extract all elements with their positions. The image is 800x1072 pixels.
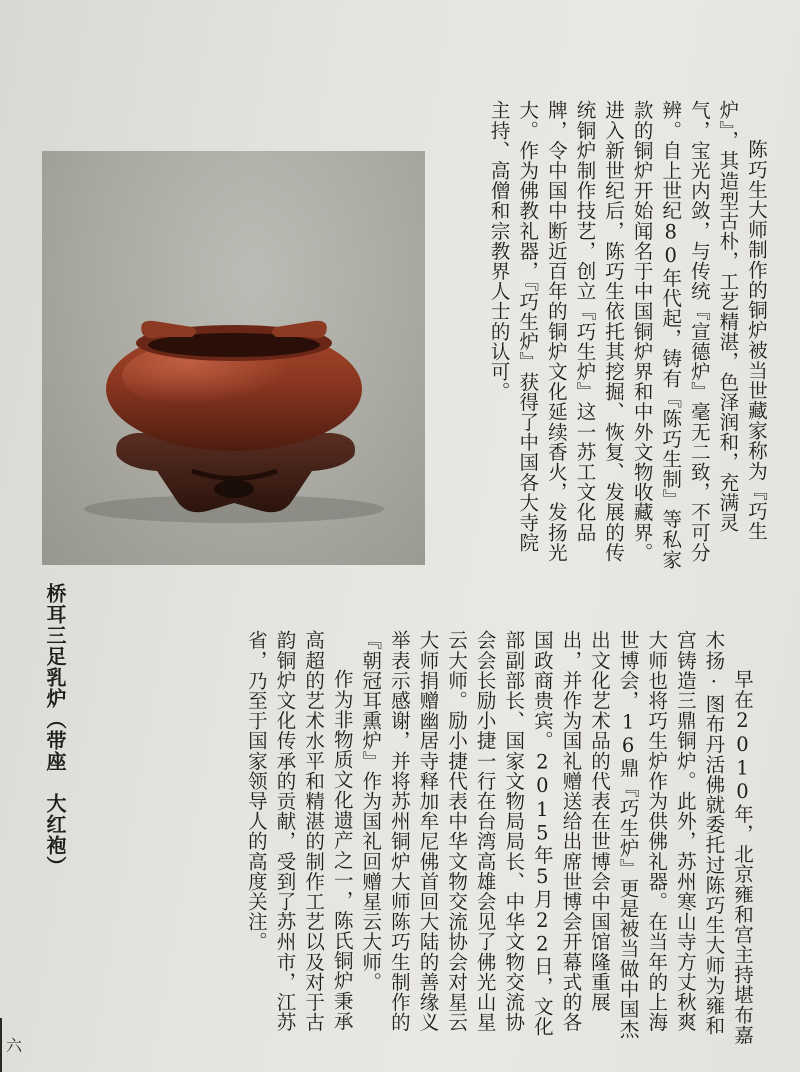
paragraph-3: 作为非物质文化遗产之一，陈氏铜炉秉承高超的艺术水平和精湛的制作工艺以及对于古韵铜炉文化传承的贡献，受到了苏州市，江苏省，乃至于国家领导人的高度关注。 — [244, 630, 354, 1032]
article-body-lower — [96, 630, 756, 1050]
censer-photo — [42, 151, 425, 565]
page-number: 六 — [0, 1018, 24, 1072]
paragraph-2: 早在2010年，北京雍和宫主持堪布嘉木扬·图布丹活佛就委托过陈巧生大师为雍和宫铸造三鼎铜炉。此外，苏州寒山寺方丈秋爽大师也将巧生炉作为供佛礼器。在当年的上海世博会，16鼎『巧生炉』更是被当做中国杰出文化艺术品的代表在世博会中国馆隆重展出，并作为国礼赠送给出席世博会开幕式的各国政商贵宾。2015年5月22日，文化部副部长、国家文物局局长、中华文物交流协会会长励小捷一行在台湾高雄会见了佛光山星云大师。励小捷代表中华文物交流协会对星云大师捐赠幽居寺释加牟尼佛首回大陆的善缘义举表示感谢，并将苏州铜炉大师陈巧生制作的『朝冠耳熏炉』作为国礼回赠星云大师。 — [359, 630, 754, 1045]
photo-caption: 桥耳三足乳炉（带座 大红袍） — [43, 583, 67, 877]
paragraph-1: 陈巧生大师制作的铜炉被当世藏家称为『巧生炉』，其造型古朴，工艺精湛，色泽润和，充满灵气，宝光内敛，与传统『宣德炉』毫无二致，不可分辨。自上世纪80年代起，铸有『陈巧生制』等私家款的铜炉开始闻名于中国铜炉界和中外文物收藏界。进入新世纪后，陈巧生依托其挖掘、恢复、发展的传统铜炉制作技艺，创立『巧生炉』这一苏工文化品牌，令中国中断近百年的铜炉文化延续香火，发扬光大。作为佛教礼器，『巧生炉』获得了中国各大寺院主持、高僧和宗教界人士的认可。 — [487, 100, 768, 570]
article-body-upper — [432, 100, 770, 570]
